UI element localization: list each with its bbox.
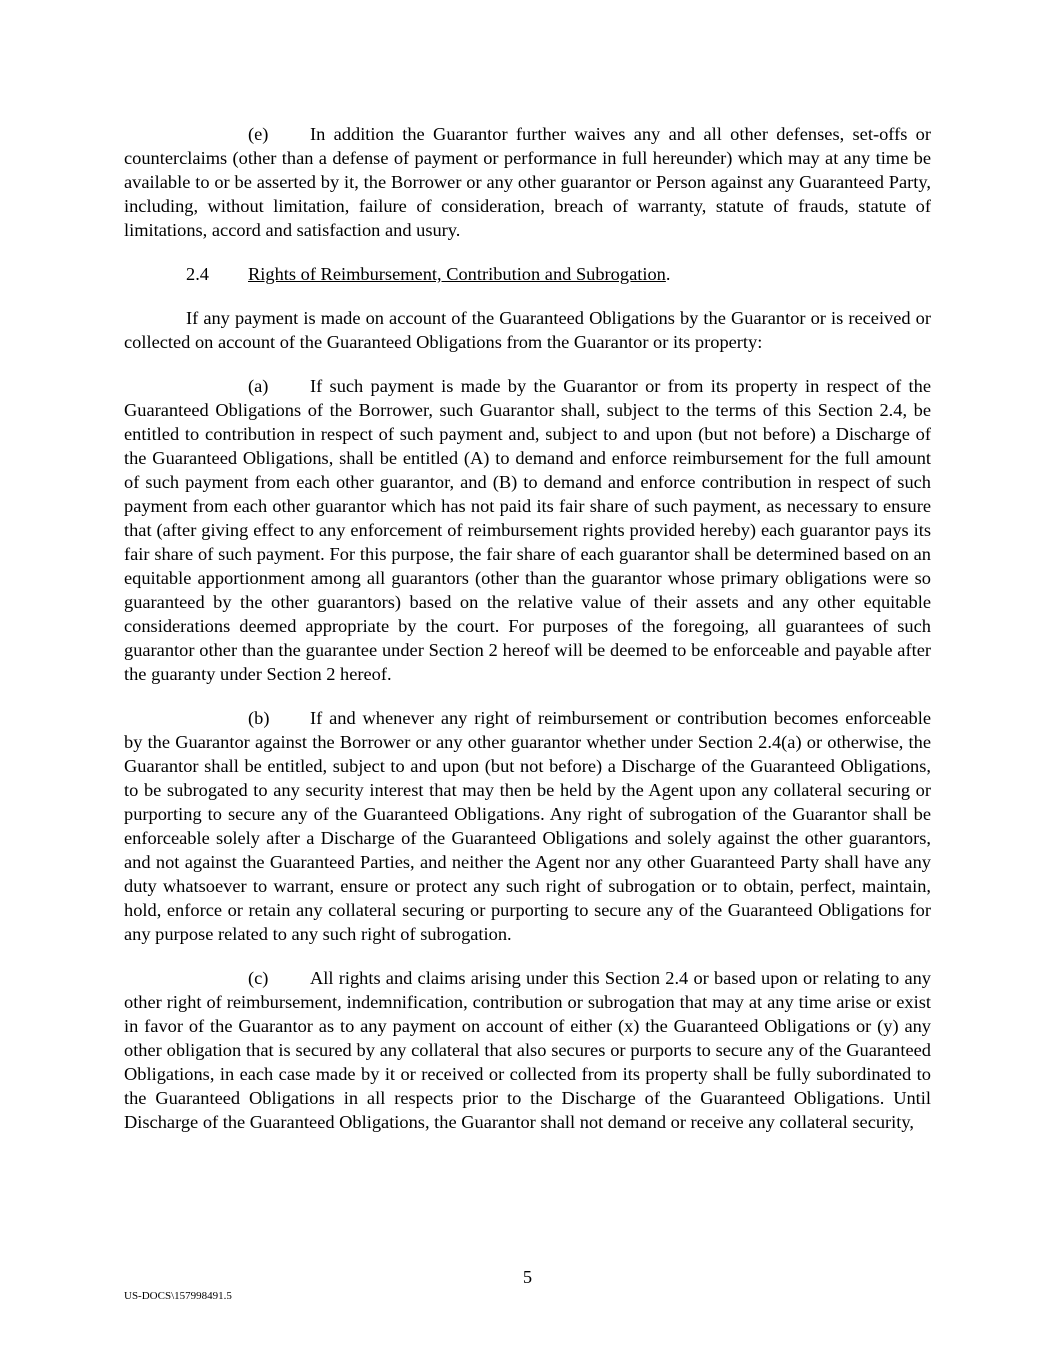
document-id: US-DOCS\157998491.5 xyxy=(124,1290,232,1302)
spacer xyxy=(124,354,931,374)
section-number: 2.4 xyxy=(186,264,209,284)
paragraph-c-label: (c) xyxy=(248,968,269,988)
paragraph-a xyxy=(124,374,931,686)
spacer xyxy=(124,686,931,706)
section-title-punct: . xyxy=(665,264,671,284)
paragraph-a-text: If such payment is made by the Guarantor or from its property in respect of the Guaranteed Obligations of the Borrower, such Guarantor shall, subject to the terms of this Section 2.4, be entitled to contribution in respect of such payment and, subject to and upon (but not before) a Discharge of the Guaranteed Obligations, shall be entitled (A) to demand and enforce reimbursement for the full amount of such payment from each other guarantor, and (B) to demand and enforce contribution in respect of such payment from each other guarantor which has not paid its fair share of such payment, as necessary to ensure that (after giving effect to any enforcement of reimbursement rights provided hereby) each guarantor pays its fair share of such payment. For this purpose, the fair share of each guarantor shall be determined based on an equitable apportionment among all guarantors (other than the guarantor whose primary obligations were so guaranteed by the other guarantors) based on the relative value of their assets and any other equitable considerations deemed appropriate by the court. For purposes of the foregoing, all guarantees of such guarantor other than the guarantee under Section 2 hereof will be deemed to be enforceable and payable after the guaranty under Section 2 hereof. xyxy=(124,376,931,684)
paragraph-c-text: All rights and claims arising under this Section 2.4 or based upon or relating to any other right of reimbursement, indemnification, contribution or subrogation that may at any time arise or exist in favor of the Guarantor as to any payment on account of either (x) the Guaranteed Obligations or (y) any other obligation that is secured by any collateral that also secures or purports to secure any of the Guaranteed Obligations, in each case made by it or received or collected from its property shall be fully subordinated to the Guaranteed Obligations in all respects prior to the Discharge of the Guaranteed Obligations. Until Discharge of the Guaranteed Obligations, the Guarantor shall not demand or receive any collateral security, xyxy=(124,968,931,1132)
section-heading-2-4 xyxy=(124,262,931,286)
spacer xyxy=(124,946,931,966)
spacer xyxy=(124,242,931,262)
paragraph-e-text: In addition the Guarantor further waives any and all other defenses, set-offs or counterclaims (other than a defense of payment or performance in full hereunder) which may at any time be available to or be asserted by it, the Borrower or any other guarantor or Person against any Guaranteed Party, including, without limitation, failure of consideration, breach of warranty, statute of frauds, statute of limitations, accord and satisfaction and usury. xyxy=(124,124,931,240)
section-title: Rights of Reimbursement, Contribution and Subrogation xyxy=(248,264,666,284)
paragraph-a-label: (a) xyxy=(248,376,269,396)
paragraph-e-label: (e) xyxy=(248,124,269,144)
paragraph-b-label: (b) xyxy=(248,708,270,728)
paragraph-b xyxy=(124,706,931,946)
intro-paragraph: If any payment is made on account of the Guaranteed Obligations by the Guarantor or is received or collected on account of the Guaranteed Obligations from the Guarantor or its property: xyxy=(124,308,931,352)
paragraph-e xyxy=(124,122,931,242)
spacer xyxy=(124,286,931,306)
page-number: 5 xyxy=(522,1267,533,1287)
document-body xyxy=(124,122,931,1134)
paragraph-b-text: If and whenever any right of reimbursement or contribution becomes enforceable by the Guarantor against the Borrower or any other guarantor whether under Section 2.4(a) or otherwise, the Guarantor shall be entitled, subject to and upon (but not before) a Discharge of the Guaranteed Obligations, to be subrogated to any security interest that may then be held by the Agent upon any collateral securing or purporting to secure any of the Guaranteed Obligations. Any right of subrogation of the Guarantor shall be enforceable solely after a Discharge of the Guaranteed Obligations and solely against the other guarantors, and not against the Guaranteed Parties, and neither the Agent nor any other Guaranteed Party shall have any duty whatsoever to warrant, ensure or protect any such right of subrogation or to obtain, perfect, maintain, hold, enforce or retain any collateral securing or purporting to secure any of the Guaranteed Obligations for any purpose related to any such right of subrogation. xyxy=(124,708,931,944)
paragraph-c xyxy=(124,966,931,1134)
